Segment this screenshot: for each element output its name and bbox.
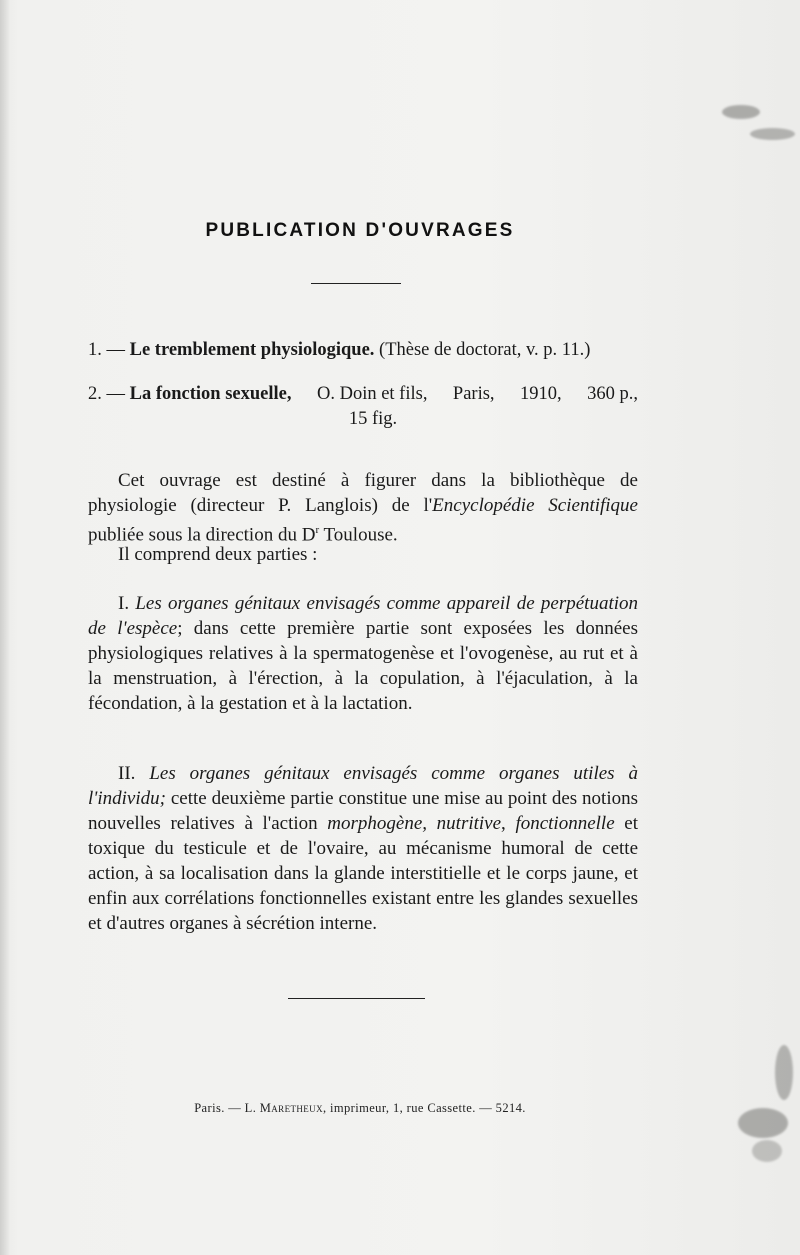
entry-year: 1910, <box>520 384 562 404</box>
paragraph-part-1 <box>88 591 638 716</box>
footer-text: Paris. — L. <box>194 1101 260 1115</box>
paragraph-italic: Les organes génitaux envisagés comme appareil de perpétuation de l'espèce <box>88 593 639 639</box>
entry-number: 1. — <box>88 340 125 360</box>
superscript: r <box>315 524 320 536</box>
part-number: I. <box>118 593 136 614</box>
paragraph-text: , <box>501 813 516 834</box>
paragraph-text: ; dans cette première partie sont exposées les données physiologiques relatives à la spermatogenèse et l'ovogenèse, au rut et à la menstruation, à l'érection, à la copulation, à l'éjaculation, à la fécondation, à la gestation et à la lactation. <box>88 618 639 714</box>
entry-city: Paris, <box>452 384 495 404</box>
paragraph-italic: Les organes génitaux envisagés comme organes utiles à l'individu; <box>88 763 638 809</box>
paragraph-italic: fonctionnelle <box>515 813 615 834</box>
paper-stain <box>722 105 760 119</box>
paragraph-part-2 <box>88 761 638 936</box>
entry-title: La fonction sexuelle, <box>129 384 292 404</box>
entry-publisher: O. Doin et fils, <box>316 384 428 404</box>
paragraph-text: et toxique du testicule et de l'ovaire, au mécanisme humoral de cette action, à sa localisation dans la glande interstitielle et le corps jaune, et enfin aux corrélations fonctionnelles existant entre les glandes sexuelles et d'autres organes à sécrétion interne. <box>88 813 638 934</box>
paragraph-text: publiée sous la direction du D <box>88 524 316 546</box>
publication-entry-1 <box>88 338 638 363</box>
paragraph-italic: Encyclopédie Scientifique <box>432 495 638 516</box>
divider-top <box>311 283 401 284</box>
paragraph-intro <box>88 468 638 547</box>
page-edge-shadow <box>0 0 10 1255</box>
printer-footer <box>0 1101 720 1116</box>
divider-bottom <box>288 998 425 999</box>
paper-stain <box>775 1045 793 1100</box>
entry-figures: 15 fig. <box>348 409 398 429</box>
paper-stain <box>750 128 795 140</box>
entry-details: (Thèse de doctorat, v. p. 11.) <box>379 340 591 360</box>
paragraph-italic: morphogène, nutritive <box>327 813 502 834</box>
paragraph-text: Toulouse. <box>319 524 398 546</box>
paper-stain <box>738 1108 788 1138</box>
entry-pages: 360 p., <box>587 384 638 404</box>
entry-number: 2. — <box>88 384 125 404</box>
page-title: PUBLICATION D'OUVRAGES <box>205 220 515 241</box>
part-number: II. <box>118 763 150 784</box>
footer-text: , imprimeur, 1, rue Cassette. — 5214. <box>322 1101 526 1115</box>
paper-stain <box>752 1140 782 1162</box>
entry-title: Le tremblement physiologique. <box>129 340 375 360</box>
paragraph-text: Cet ouvrage est destiné à figurer dans la bibliothèque de physiologie (directeur P. Langlois) de l' <box>88 470 638 516</box>
paragraph-parts <box>88 542 638 567</box>
paragraph-text: cette deuxième partie constitue une mise au point des notions nouvelles relatives à l'action <box>88 788 638 834</box>
paragraph-text: Il comprend deux parties : <box>118 544 318 565</box>
publication-entry-2 <box>88 382 638 432</box>
footer-printer: Maretheux <box>259 1101 323 1115</box>
